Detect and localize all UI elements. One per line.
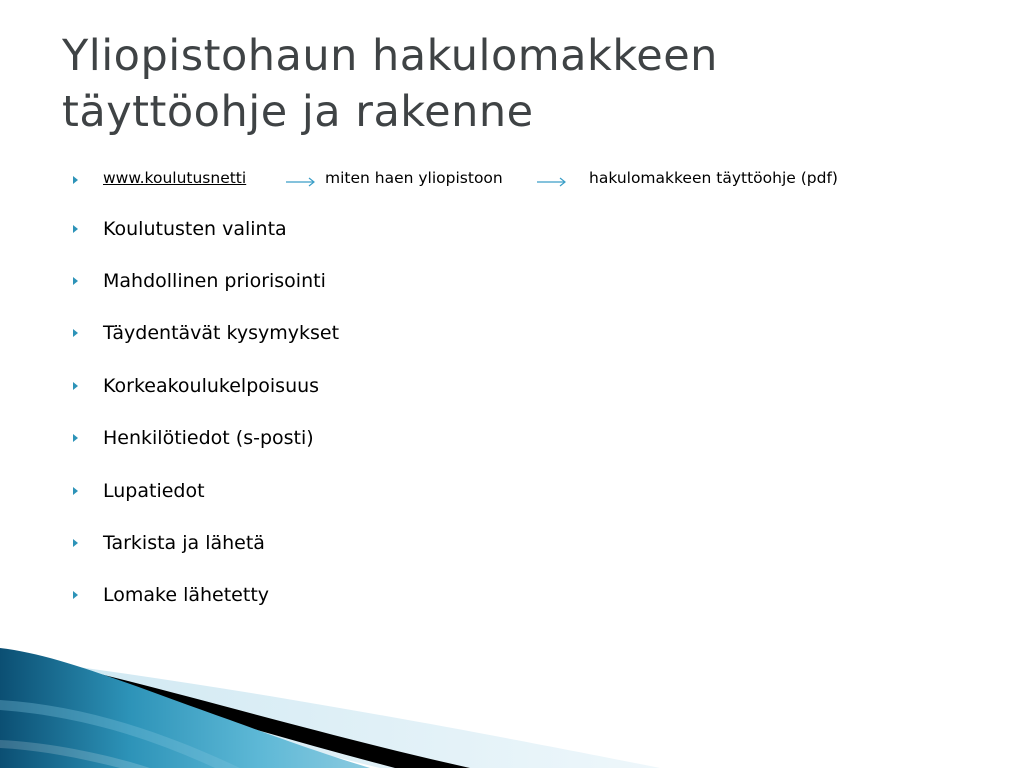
bullet-item xyxy=(72,580,270,610)
bullet-text: Lomake lähetetty xyxy=(103,584,270,606)
bullet-text: Tarkista ja lähetä xyxy=(103,532,265,554)
triangle-right-icon xyxy=(73,225,78,233)
bullet-item xyxy=(72,318,340,348)
step-form-instructions: hakulomakkeen täyttöohje (pdf) xyxy=(589,169,838,187)
arrow-right-icon xyxy=(285,176,317,188)
bullet-item xyxy=(72,266,326,296)
bullet-item xyxy=(72,528,265,558)
bullet-item xyxy=(72,371,320,401)
bullet-text: Lupatiedot xyxy=(103,480,205,502)
triangle-right-icon xyxy=(73,382,78,390)
triangle-right-icon xyxy=(73,277,78,285)
triangle-right-icon xyxy=(73,329,78,337)
bullet-text: Koulutusten valinta xyxy=(103,218,287,240)
slide-title-line-2: täyttöohje ja rakenne xyxy=(62,87,534,137)
triangle-right-icon xyxy=(73,539,78,547)
koulutusnetti-link[interactable]: www.koulutusnetti xyxy=(103,169,247,187)
triangle-right-icon xyxy=(73,176,78,184)
triangle-right-icon xyxy=(73,591,78,599)
bullet-text: Täydentävät kysymykset xyxy=(103,322,340,344)
step-how-to-apply: miten haen yliopistoon xyxy=(325,169,503,187)
triangle-right-icon xyxy=(73,434,78,442)
arrow-right-icon xyxy=(536,176,568,188)
bullet-item-navigation-path xyxy=(72,165,78,195)
bullet-item xyxy=(72,476,205,506)
bullet-item xyxy=(72,423,314,453)
bullet-text: Mahdollinen priorisointi xyxy=(103,270,326,292)
triangle-right-icon xyxy=(73,487,78,495)
bullet-item xyxy=(72,214,287,244)
slide-title-line-1: Yliopistohaun hakulomakkeen xyxy=(62,31,718,81)
bullet-text: Korkeakoulukelpoisuus xyxy=(103,375,320,397)
bullet-text: Henkilötiedot (s-posti) xyxy=(103,427,314,449)
